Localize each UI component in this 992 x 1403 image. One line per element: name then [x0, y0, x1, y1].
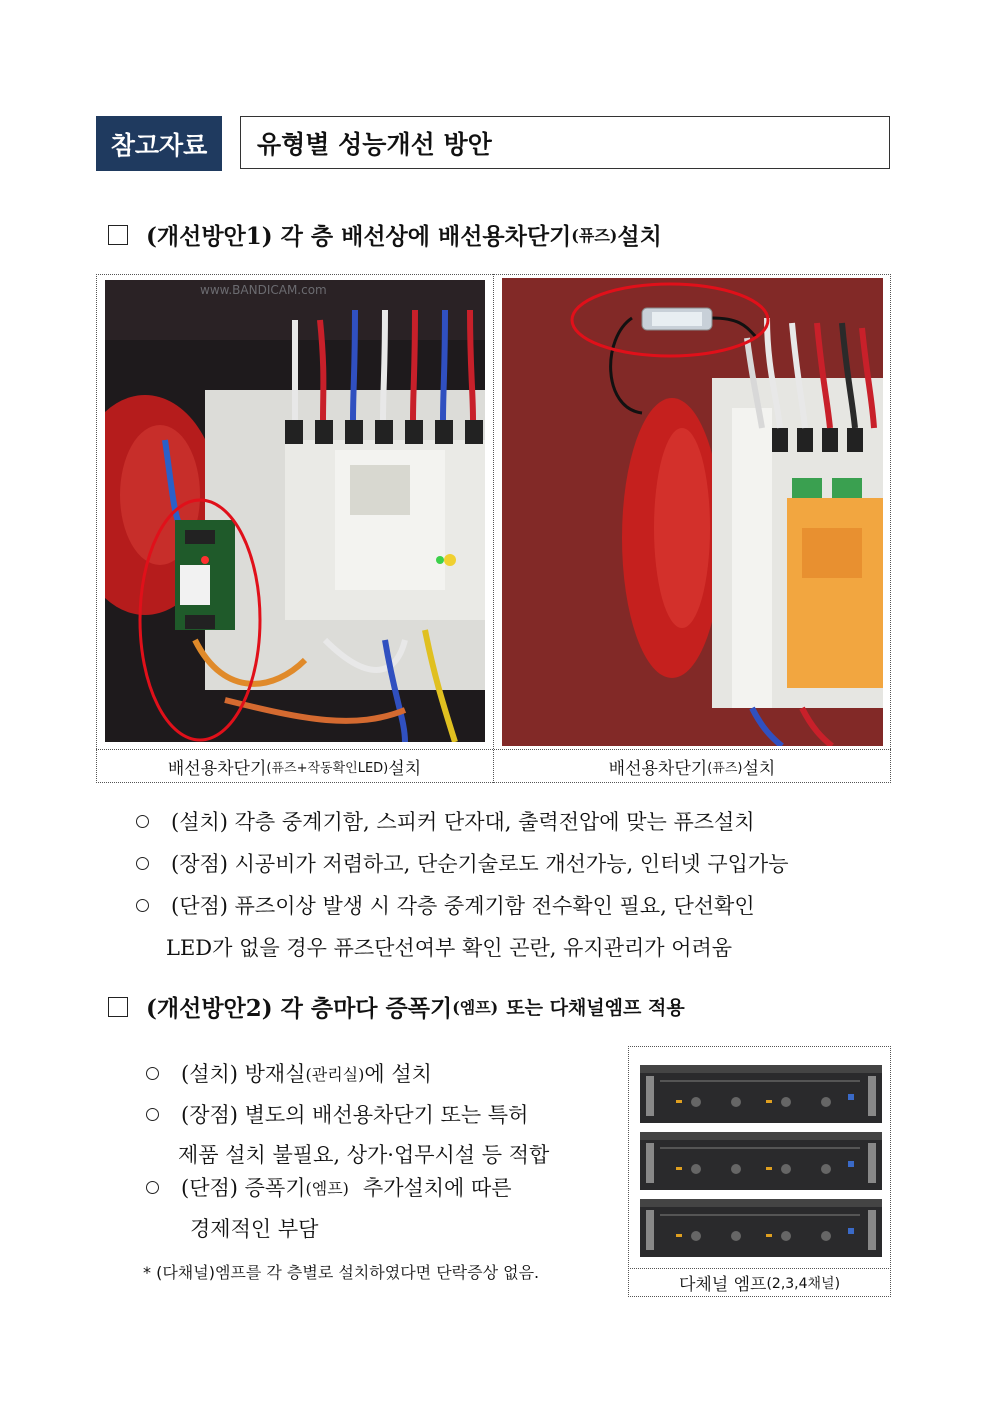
s2-bullet-install-small: (관리실)	[305, 1064, 365, 1084]
s2-bullet-disadvantage-main: (단점) 증폭기	[181, 1176, 306, 1200]
s2-bullet-install-main: (설치) 방재실	[181, 1062, 306, 1086]
page-title	[240, 116, 890, 169]
watermark-text: www.BANDICAM.com	[200, 283, 327, 297]
caption-left-main: 배선용차단기	[167, 758, 267, 779]
s2-bullet-install	[146, 1058, 432, 1088]
amp-caption	[628, 1268, 891, 1296]
bullet-advantage	[136, 848, 789, 878]
section2-heading	[108, 990, 685, 1023]
s2-bullet-disadvantage-small: (엠프)	[305, 1178, 349, 1198]
section1-heading	[108, 218, 662, 251]
bullet-disadvantage-cont: LED가 없을 경우 퓨즈단선여부 확인 곤란, 유지관리가 어려움	[166, 936, 733, 960]
s2-bullet-advantage-text: (장점) 별도의 배선용차단기 또는 특허	[181, 1103, 529, 1127]
page-title-text: 유형별 성능개선 방안	[257, 129, 492, 159]
s2-bullet-disadvantage-end: 추가설치에 따른	[362, 1176, 512, 1200]
bullet-circle-icon	[146, 1108, 159, 1121]
caption-right-main: 배선용차단기	[608, 758, 708, 779]
bullet-circle-icon	[136, 857, 149, 870]
bullet-advantage-text: (장점) 시공비가 저렴하고, 단순기술로도 개선가능, 인터넷 구입가능	[171, 852, 789, 876]
s2-bullet-advantage	[146, 1099, 528, 1129]
bullet-circle-icon	[136, 815, 149, 828]
caption-right-end: 설치	[742, 758, 776, 779]
checkbox-square-icon	[108, 225, 128, 245]
reference-badge: 참고자료	[96, 116, 222, 171]
section2-title: (개선방안2) 각 층마다 증폭기	[146, 995, 453, 1022]
amp-caption-main: 다체널 엠프	[678, 1275, 767, 1295]
s2-bullet-disadvantage	[146, 1172, 512, 1202]
footnote: * (다채널)엠프를 각 층별로 설치하였다면 단락증상 없음.	[143, 1263, 540, 1282]
photo-fuse-install	[502, 278, 883, 746]
caption-right-small: (퓨즈)	[707, 760, 743, 776]
s2-bullet-disadvantage-cont: 경제적인 부담	[190, 1217, 319, 1241]
photo-fuse-led-install	[105, 280, 485, 742]
caption-left	[96, 750, 493, 782]
bullet-circle-icon	[146, 1181, 159, 1194]
caption-left-end: 설치	[388, 758, 422, 779]
caption-left-small: (퓨즈+작동확인LED)	[266, 760, 389, 776]
section1-title: (개선방안1) 각 층 배선상에 배선용차단기	[146, 223, 572, 250]
bullet-install-text: (설치) 각층 중계기함, 스피커 단자대, 출력전압에 맞는 퓨즈설치	[171, 810, 755, 834]
section2-title-end: 또는 다채널엠프 적용	[506, 997, 685, 1019]
s2-bullet-advantage-cont: 제품 설치 불필요, 상가·업무시설 등 적합	[178, 1143, 550, 1167]
bullet-disadvantage-text: (단점) 퓨즈이상 발생 시 각층 중계기함 전수확인 필요, 단선확인	[171, 894, 755, 918]
s2-bullet-install-end: 에 설치	[364, 1062, 432, 1086]
table-divider	[493, 274, 494, 783]
amp-caption-small: (2,3,4채널)	[766, 1275, 841, 1292]
bullet-circle-icon	[136, 899, 149, 912]
bullet-circle-icon	[146, 1067, 159, 1080]
photo-multichannel-amp	[636, 1060, 886, 1260]
bullet-install	[136, 806, 755, 836]
section2-title-small: (엠프)	[452, 998, 499, 1017]
bullet-disadvantage	[136, 890, 755, 920]
section1-title-end: 설치	[617, 223, 662, 250]
section1-title-small: (퓨즈)	[571, 226, 618, 245]
checkbox-square-icon	[108, 997, 128, 1017]
caption-right	[493, 750, 891, 782]
